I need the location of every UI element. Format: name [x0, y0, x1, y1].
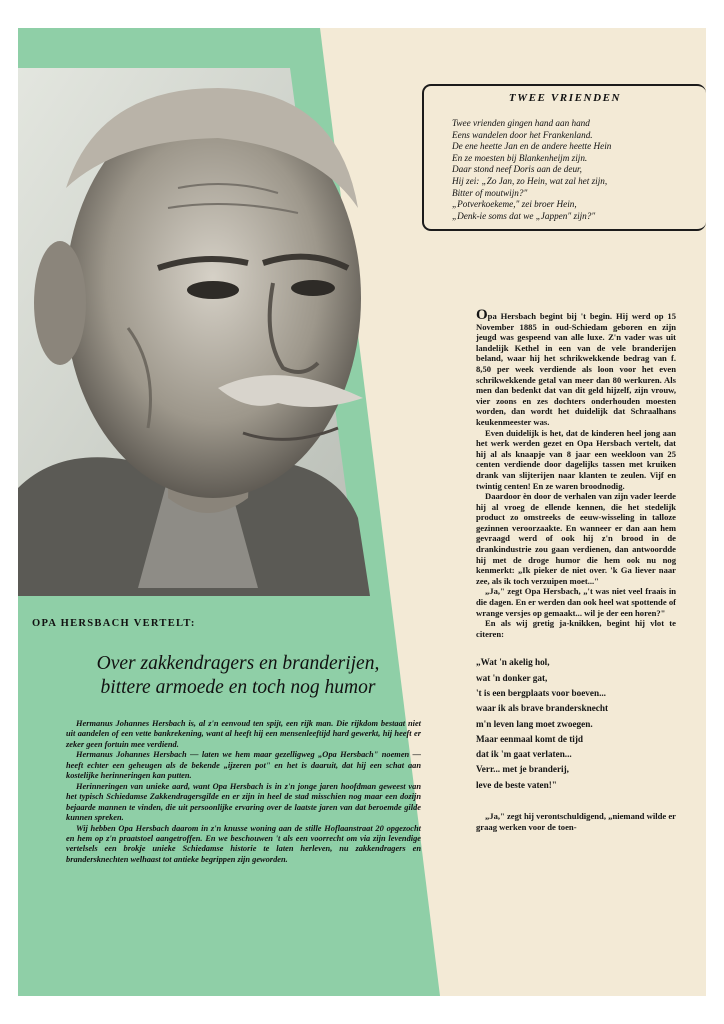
intro-paragraph: Wij hebben Opa Hersbach daarom in z'n knusse woning aan de stille Hoflaanstraat 20 opgezocht en hem op z'n praatstoel aangetroffen. En we beschouwen 't als een voorrecht om via zijn levendige vertelsels een brokje unieke Schiedamse historie te laten herleven, nu zakkendragers en brandersknechten welhaast tot antieke begrippen zijn geworden.: [66, 823, 421, 864]
article-body: [476, 307, 676, 832]
body-paragraph-text: pa Hersbach begint bij 't begin. Hij werd op 15 November 1885 in oud-Schiedam geboren en zijn jeugd was gespeend van alle luxe. Z'n vader was uit landelijk Kethel in een van de vele branderijen beland, waar hij het schrikwekkende bedrag van f. 8,50 per week verdiende als loon voor het even schrikwekkende getal van meer dan 80 werkuren. Als men dan bedenkt dat van dit geld hijzelf, zijn vrouw, vier zoons en zes dochters onderhouden moesten worden, dan wordt het duidelijk dat Schraalhans keukenmeester was.: [476, 311, 676, 427]
intro-text: [66, 719, 421, 865]
intro-paragraph: Herinneringen van unieke aard, want Opa Hersbach is in z'n jonge jaren hoofdman geweest van het typisch Schiedamse Zakkendragersgilde en er zijn in heel de stad misschien nog maar een dozijn bejaarde mannen te vinden, die uit persoonlijke ervaring over de laatste jaren van dat beroemde gilde kunnen spreken.: [66, 781, 421, 823]
verse-line: Verr... met je branderij,: [476, 764, 569, 775]
article-heading: OPA HERSBACH VERTELT:: [32, 618, 196, 629]
poem-box: [422, 84, 706, 231]
verse-line: „Wat 'n akelig hol,: [476, 657, 550, 668]
verse-line: 't is een bergplaats voor boeven...: [476, 688, 606, 698]
verse-line: dat ik 'm gaat verlaten...: [476, 749, 572, 760]
drop-cap: O: [476, 307, 488, 323]
poem-line: Eens wandelen door het Frankenland.: [452, 129, 593, 140]
verse-line: waar ik als brave brandersknecht: [476, 703, 609, 714]
verse: [476, 655, 676, 793]
verse-line: m'n leven lang moet zwoegen.: [476, 718, 593, 729]
verse-line: leve de beste vaten!": [476, 779, 557, 790]
poem-line: Hij zei: „Zo Jan, zo Hein, wat zal het zijn,: [452, 175, 608, 186]
body-paragraph: En als wij gretig ja-knikken, begint hij vlot te citeren:: [476, 618, 676, 639]
body-paragraph: „Ja," zegt Opa Hersbach, „'t was niet veel fraais in die dagen. En er werden dan ook heel wat spottende of wrange versjes op gemaakt... wil je der een horen?": [476, 586, 676, 618]
poem-line: Daar stond neef Doris aan de deur,: [452, 164, 582, 175]
poem-line: De ene heette Jan en de andere heette Hein: [452, 141, 612, 152]
poem-line: Twee vrienden gingen hand aan hand: [452, 118, 590, 128]
subtitle-line: bittere armoede en toch nog humor: [100, 677, 376, 698]
body-paragraph: Even duidelijk is het, dat de kinderen heel jong aan het werk werden gezet en Opa Hersbach vertelt, dat hij al als knaapje van 8 jaar een weekloon van 25 centen verdiende door dagelijks tassen met kruiken drank van slijterijen naar klanten te zeulen. Vijf en twintig centen! En ze waren broodnodig.: [476, 427, 676, 491]
body-paragraph: [476, 307, 676, 428]
verse-line: wat 'n donker gat,: [476, 672, 548, 683]
body-paragraph: „Ja," zegt hij verontschuldigend, „niemand wilde er graag werken voor de toen-: [476, 811, 676, 832]
poem-lines: [452, 118, 611, 222]
verse-line: Maar eenmaal komt de tijd: [476, 733, 584, 744]
poem-line: Bitter of moutwijn?": [452, 187, 528, 198]
poem-line: „Denk-ie soms dat we „Jappen" zijn?": [452, 210, 596, 221]
portrait-photo: [18, 68, 378, 596]
magazine-page: [18, 28, 706, 996]
article-subtitle: [48, 652, 428, 700]
intro-paragraph: Hermanus Johannes Hersbach — laten we hem maar gezelligweg „Opa Hersbach" noemen — heeft echter een geheugen als de bekende „ijzeren pot" en het is daaruit, dat hij een schat aan kostelijke herinneringen kan putten.: [66, 750, 421, 781]
body-paragraph: Daardoor èn door de verhalen van zijn vader leerde hij al vroeg de ellende kennen, die het stedelijk product zo omstreeks de eeuw-wisseling in talloze gezinnen veroorzaakte. En wanneer er dan aan hem gevraagd werd of ook hij z'n brood in de drankindustrie zou gaan verdienen, dan antwoordde hij met de droge humor die hem ook nu nog kenmerkt: „Ik pieker de niet over. 'k Ga liever naar zee, als ik toch verzuipen moet...": [476, 491, 676, 586]
subtitle-line: Over zakkendragers en branderijen,: [96, 653, 380, 674]
poem-title: TWEE VRIENDEN: [508, 92, 622, 104]
poem-line: „Potverkoekeme," zei broer Hein,: [452, 199, 577, 210]
intro-paragraph: Hermanus Johannes Hersbach is, al z'n eenvoud ten spijt, een rijk man. Die rijkdom bestaat niet uit aandelen of een vette bankrekening, want al heeft hij een mensenleeftijd hard gewerkt, hij heeft er zeker geen fortuin mee verdiend.: [66, 719, 421, 749]
poem-line: En ze moesten bij Blankenheijm zijn.: [452, 152, 588, 163]
